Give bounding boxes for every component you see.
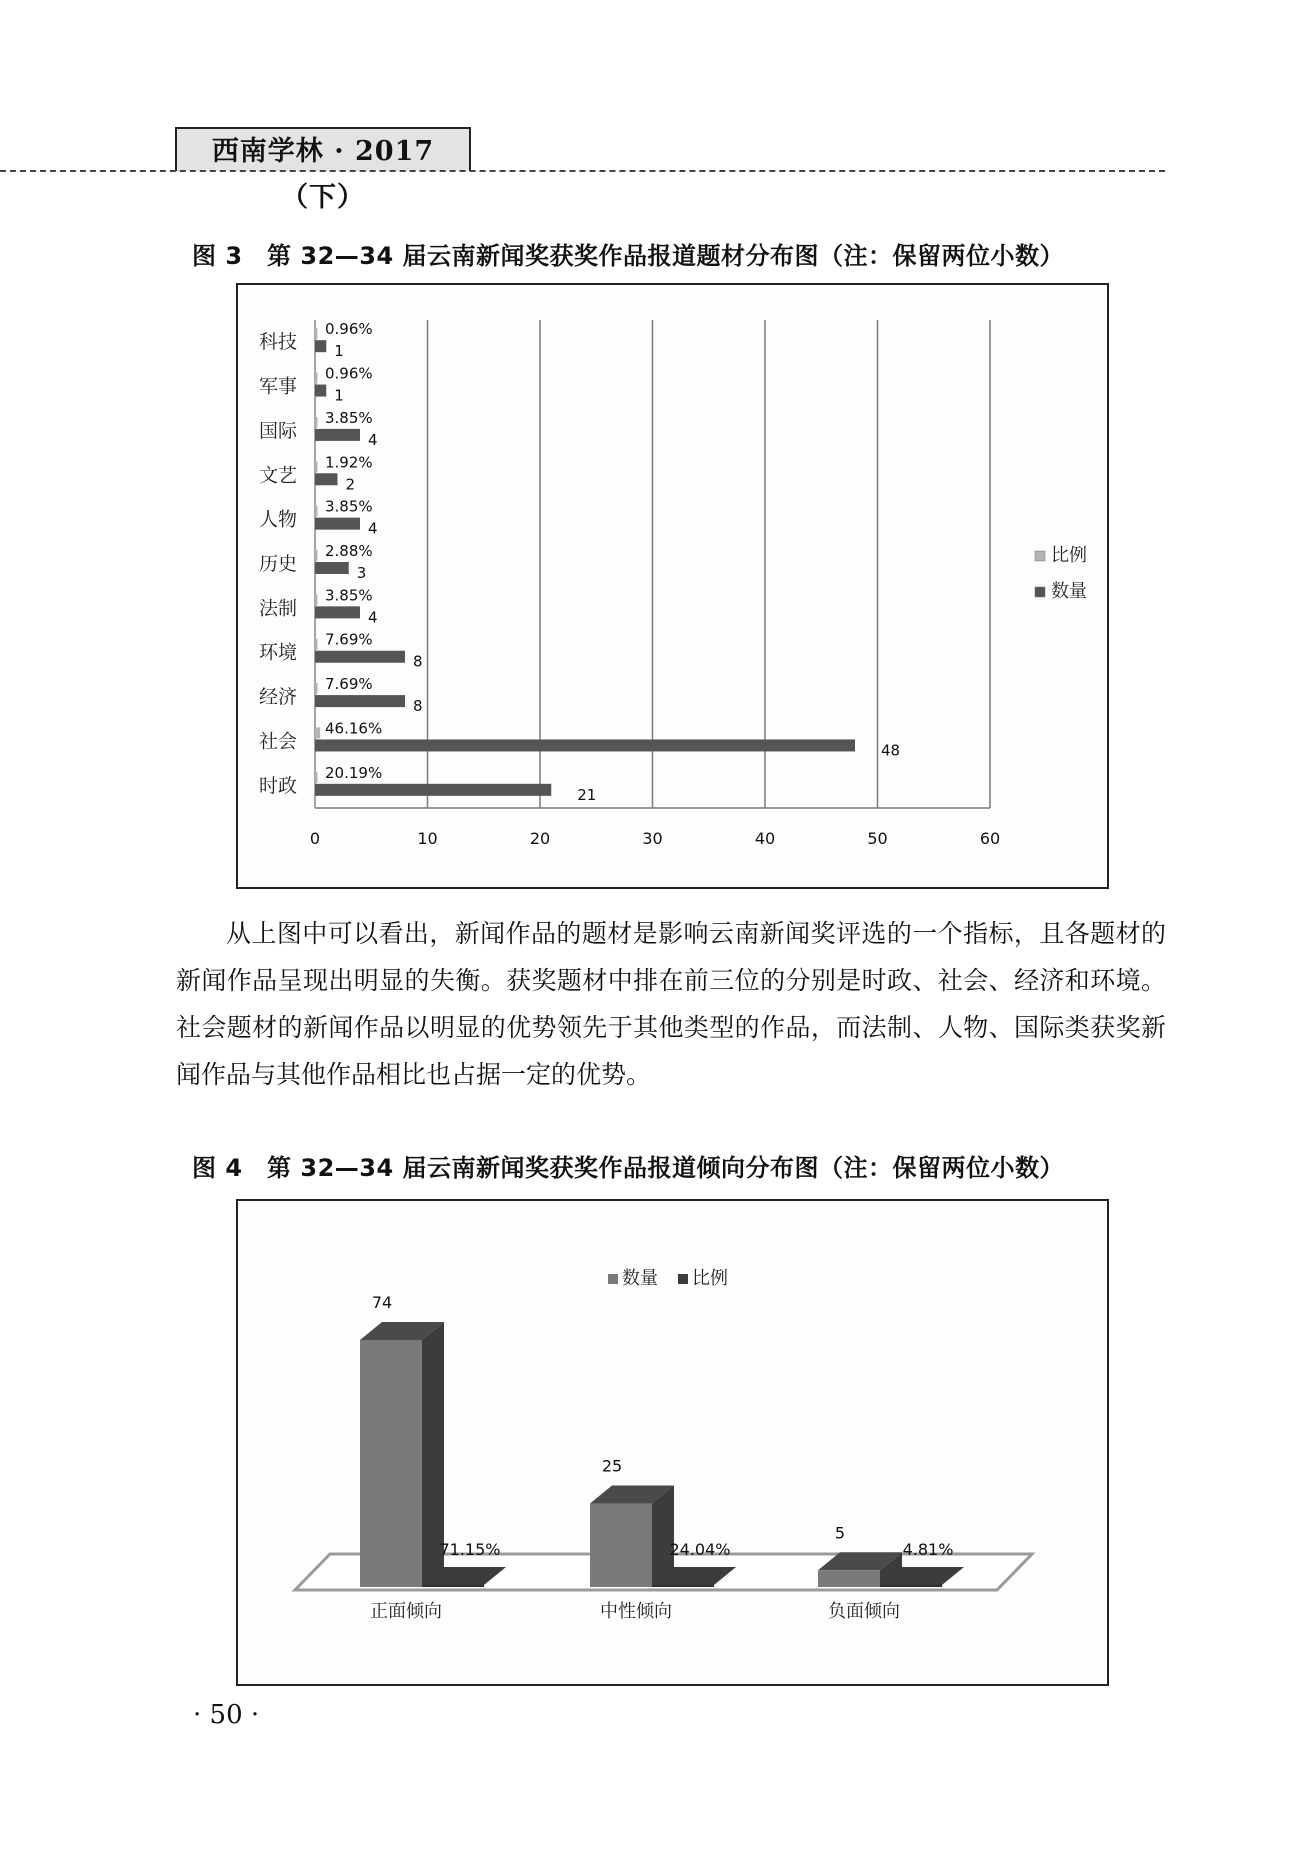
data-label-count: 3 — [356, 564, 367, 582]
page-number: · 50 · — [193, 1700, 260, 1730]
bar-ratio — [315, 328, 318, 339]
bar-ratio — [315, 550, 318, 561]
x-tick-label: 10 — [417, 829, 438, 848]
category-label: 正面倾向 — [370, 1601, 442, 1622]
figure4-chart-frame — [236, 1199, 1109, 1686]
figure4-chart — [238, 1201, 1107, 1684]
bar-ratio — [315, 373, 318, 384]
running-header — [175, 127, 471, 213]
bar-count — [315, 518, 360, 530]
category-label: 国际 — [258, 419, 297, 442]
bar-ratio — [315, 417, 318, 428]
data-label-ratio: 0.96% — [325, 320, 373, 339]
bar-count — [315, 695, 405, 707]
bar-count — [315, 784, 551, 796]
bar-count — [315, 385, 326, 397]
bar-count — [315, 429, 360, 441]
figure3-caption: 图 3 第 32—34 届云南新闻奖获奖作品报道题材分布图（注：保留两位小数） — [192, 242, 1065, 270]
data-label-count: 1 — [334, 342, 344, 361]
body-paragraph: 从上图中可以看出，新闻作品的题材是影响云南新闻奖评选的一个指标，且各题材的新闻作品呈现出明显的失衡。获奖题材中排在前三位的分别是时政、社会、经济和环境。社会题材的新闻作品以明显的优势领先于其他类型的作品，而法制、人物、国际类获奖新闻作品与其他作品相比也占据一定的优势。 — [176, 919, 1166, 1089]
category-label: 时政 — [258, 774, 297, 797]
data-label-ratio: 71.15% — [439, 1540, 501, 1559]
bar-count — [315, 340, 326, 352]
bar-ratio — [315, 727, 320, 738]
data-label-count: 4 — [368, 430, 378, 449]
data-label-ratio: 46.16% — [325, 719, 383, 738]
category-label: 人物 — [258, 508, 297, 531]
x-tick-label: 40 — [754, 829, 776, 848]
legend-label: 数量 — [622, 1268, 658, 1289]
category-label: 中性倾向 — [600, 1601, 672, 1622]
body-paragraph-block — [176, 910, 1166, 1098]
legend-swatch — [1035, 551, 1045, 561]
data-label-ratio: 3.85% — [325, 586, 373, 605]
data-label-ratio: 3.85% — [325, 408, 373, 427]
data-label-ratio: 7.69% — [325, 675, 373, 694]
category-label: 经济 — [258, 686, 297, 709]
journal-title: 西南学林 · 2017（下） — [211, 136, 435, 213]
legend-swatch — [678, 1274, 688, 1284]
bar-count — [360, 1340, 422, 1587]
x-tick-label: 30 — [642, 829, 663, 848]
category-label: 军事 — [258, 375, 297, 398]
bar-ratio — [315, 772, 318, 783]
data-label-ratio: 0.96% — [325, 364, 373, 383]
figure4-caption: 图 4 第 32—34 届云南新闻奖获奖作品报道倾向分布图（注：保留两位小数） — [192, 1154, 1065, 1182]
data-label-count: 21 — [577, 785, 597, 804]
bar-ratio — [315, 506, 318, 517]
bar-ratio — [315, 461, 318, 472]
data-label-count: 2 — [345, 475, 356, 494]
x-tick-label: 60 — [979, 829, 1001, 848]
data-label-ratio: 24.04% — [669, 1540, 731, 1559]
x-tick-label: 50 — [867, 829, 888, 848]
data-label-ratio: 1.92% — [325, 453, 373, 472]
category-label: 法制 — [258, 597, 297, 620]
bar-count — [315, 562, 349, 574]
bar-count — [315, 606, 360, 618]
bar-ratio — [422, 1585, 484, 1587]
x-tick-label: 20 — [529, 829, 551, 848]
bar-ratio — [880, 1585, 942, 1587]
x-tick-label: 0 — [309, 829, 321, 848]
data-label-count: 48 — [881, 741, 901, 760]
bar-count — [315, 473, 338, 485]
bar-ratio — [315, 683, 318, 694]
data-label-count: 4 — [368, 608, 378, 627]
category-label: 社会 — [258, 730, 297, 753]
data-label-ratio: 4.81% — [902, 1540, 954, 1559]
legend-label: 比例 — [1051, 545, 1087, 566]
bar-count — [590, 1504, 652, 1587]
legend-label: 比例 — [692, 1268, 728, 1289]
category-label: 历史 — [258, 553, 297, 575]
category-label: 环境 — [258, 641, 297, 664]
category-label: 文艺 — [258, 464, 297, 487]
bar-count — [315, 651, 405, 663]
bar-count — [315, 739, 855, 751]
legend-swatch — [1035, 587, 1045, 597]
legend-label: 数量 — [1051, 581, 1087, 602]
header-dashed-rule — [0, 170, 1165, 172]
data-label-ratio: 20.19% — [325, 763, 383, 782]
bar-count — [818, 1570, 880, 1587]
bar-ratio — [315, 594, 318, 605]
data-label-count: 1 — [334, 386, 344, 405]
data-label-count: 5 — [834, 1523, 846, 1543]
data-label-count: 74 — [371, 1293, 393, 1312]
category-label: 科技 — [258, 331, 297, 354]
figure3-chart-frame — [236, 283, 1109, 889]
bar-ratio — [652, 1585, 714, 1587]
data-label-count: 8 — [413, 652, 423, 671]
data-label-count: 4 — [368, 519, 378, 538]
data-label-count: 8 — [413, 697, 423, 716]
data-label-count: 25 — [601, 1456, 623, 1476]
legend-swatch — [608, 1274, 618, 1284]
data-label-ratio: 7.69% — [325, 630, 373, 649]
category-label: 负面倾向 — [828, 1601, 900, 1622]
figure3-chart — [238, 285, 1107, 887]
bar-ratio — [315, 639, 318, 650]
data-label-ratio: 2.88% — [325, 542, 373, 560]
data-label-ratio: 3.85% — [325, 497, 373, 516]
